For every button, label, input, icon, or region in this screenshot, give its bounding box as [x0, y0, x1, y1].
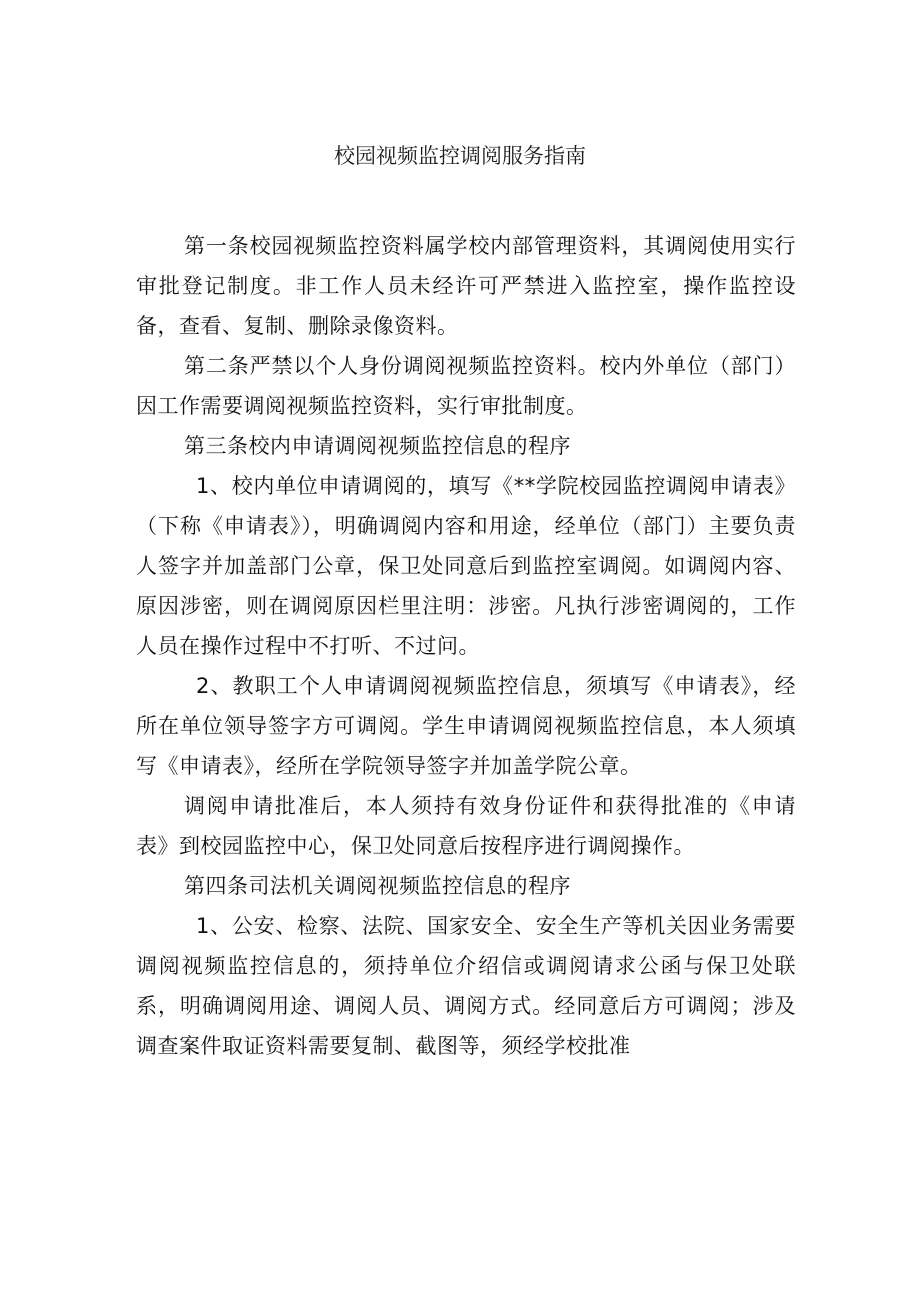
article-2-paragraph: 第二条严禁以个人身份调阅视频监控资料。校内外单位（部门）因工作需要调阅视频监控资料，实行审批制度。 [136, 354, 796, 418]
article-1-paragraph: 第一条校园视频监控资料属学校内部管理资料，其调阅使用实行审批登记制度。非工作人员未经许可严禁进入监控室，操作监控设备，查看、复制、删除录像资料。 [136, 234, 796, 338]
article-4-item-1: 1、公安、检察、法院、国家安全、安全生产等机关因业务需要调阅视频监控信息的，须持单位介绍信或调阅请求公函与保卫处联系，明确调阅用途、调阅人员、调阅方式。经同意后方可调阅；涉及调查案件取证资料需要复制、截图等，须经学校批准 [136, 914, 796, 1058]
article-3-item-1: 1、校内单位申请调阅的，填写《**学院校园监控调阅申请表》（下称《申请表》），明确调阅内容和用途，经单位（部门）主要负责人签字并加盖部门公章，保卫处同意后到监控室调阅。如调阅内容、原因涉密，则在调阅原因栏里注明：涉密。凡执行涉密调阅的，工作人员在操作过程中不打听、不过问。 [136, 474, 796, 658]
article-3-approval-paragraph: 调阅申请批准后，本人须持有效身份证件和获得批准的《申请表》到校园监控中心，保卫处同意后按程序进行调阅操作。 [136, 794, 796, 858]
article-4-heading: 第四条司法机关调阅视频监控信息的程序 [184, 874, 571, 898]
document-title: 校园视频监控调阅服务指南 [334, 144, 586, 168]
article-3-heading: 第三条校内申请调阅视频监控信息的程序 [184, 434, 571, 458]
document-body [136, 226, 796, 1066]
article-3-item-2: 2、教职工个人申请调阅视频监控信息，须填写《申请表》，经所在单位领导签字方可调阅。学生申请调阅视频监控信息，本人须填写《申请表》，经所在学院领导签字并加盖学院公章。 [136, 674, 796, 778]
